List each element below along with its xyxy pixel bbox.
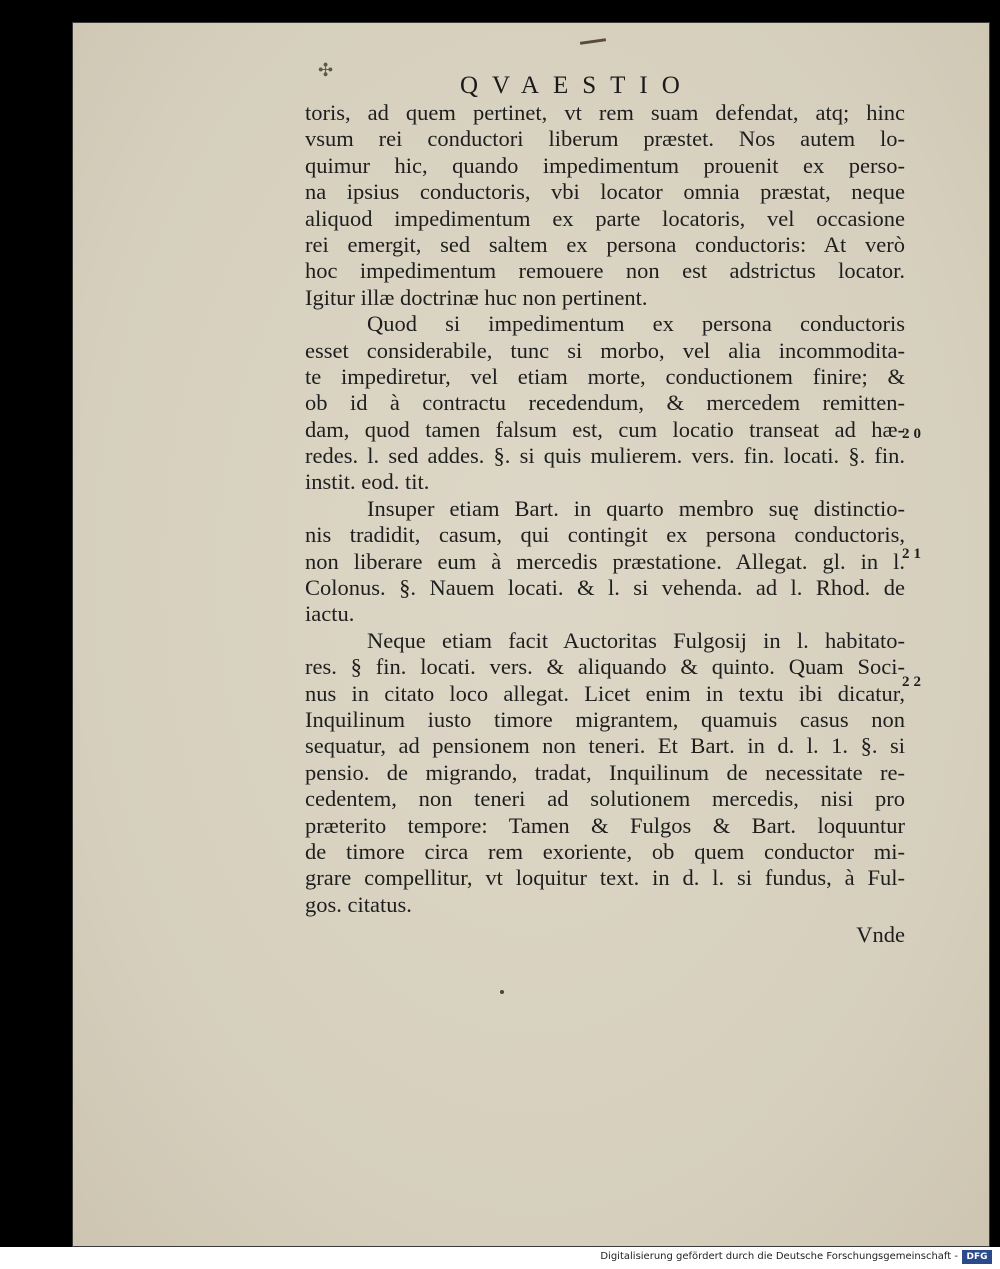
stain-mark (500, 990, 504, 994)
running-title: QVAESTIO (460, 72, 694, 99)
text-line: toris, ad quem pertinet, vt rem suam defendat, atq; hinc (305, 100, 905, 125)
text-line: nus in citato loco allegat. Licet enim in textu ibi dicatur, (305, 680, 905, 706)
text-line: non liberare eum à mercedis præstatione. Allegat. gl. in l. (305, 548, 905, 574)
text-line: vsum rei conductori liberum præstet. Nos autem lo- (305, 126, 905, 152)
text-line: rei emergit, sed saltem ex persona conductoris: At verò (305, 231, 905, 257)
text-line: gos. citatus. (305, 891, 412, 917)
catchword: Vnde (856, 922, 905, 948)
ornament-icon: ✣ (318, 60, 334, 81)
text-line: ob id à contractu recedendum, & mercedem remitten- (305, 390, 905, 416)
text-line: pensio. de migrando, tradat, Inquilinum de necessitate re- (305, 759, 905, 785)
text-line: na ipsius conductoris, vbi locator omnia præstat, neque (305, 179, 905, 205)
text-line: hoc impedimentum remouere non est adstrictus locator. (305, 258, 905, 284)
text-line: præterito tempore: Tamen & Fulgos & Bart. loquuntur (305, 812, 905, 838)
margin-number-20: 20 (902, 426, 925, 442)
text-line: quimur hic, quando impedimentum prouenit ex perso- (305, 152, 905, 178)
margin-number-21: 21 (902, 546, 925, 562)
footer-bar (0, 1247, 1000, 1269)
dfg-logo: DFG (962, 1250, 992, 1264)
text-line: te impediretur, vel etiam morte, conductionem finire; & (305, 363, 905, 389)
footer-credit: Digitalisierung gefördert durch die Deutsche Forschungsgemeinschaft - (600, 1251, 958, 1262)
text-line: res. § fin. locati. vers. & aliquando & quinto. Quam Soci- (305, 654, 905, 680)
text-line: redes. l. sed addes. §. si quis mulierem. vers. fin. locati. §. fin. (305, 443, 905, 469)
text-line: Insuper etiam Bart. in quarto membro suę distinctio- (367, 495, 905, 521)
text-line: Colonus. §. Nauem locati. & l. si vehenda. ad l. Rhod. de (305, 575, 905, 601)
text-line: aliquod impedimentum ex parte locatoris, vel occasione (305, 205, 905, 231)
text-line: de timore circa rem exoriente, ob quem conductor mi- (305, 838, 905, 864)
text-line: sequatur, ad pensionem non teneri. Et Bart. in d. l. 1. §. si (305, 733, 905, 759)
margin-number-22: 22 (902, 674, 925, 690)
text-line: cedentem, non teneri ad solutionem mercedis, nisi pro (305, 786, 905, 812)
text-line: grare compellitur, vt loquitur text. in d. l. si fundus, à Ful- (305, 865, 905, 891)
text-line: nis tradidit, casum, qui contingit ex persona conductoris, (305, 522, 905, 548)
text-line: Inquilinum iusto timore migrantem, quamuis casus non (305, 706, 905, 732)
text-line: iactu. (305, 601, 355, 627)
body-text (305, 100, 905, 949)
text-line: esset considerabile, tunc si morbo, vel alia incommodita- (305, 337, 905, 363)
text-line: Quod si impedimentum ex persona conductoris (367, 311, 905, 337)
text-line: dam, quod tamen falsum est, cum locatio transeat ad hæ- (305, 416, 905, 442)
text-line: Igitur illæ doctrinæ huc non pertinent. (305, 284, 648, 310)
text-line: instit. eod. tit. (305, 469, 430, 495)
text-line: Neque etiam facit Auctoritas Fulgosij in l. habitato- (367, 627, 905, 653)
